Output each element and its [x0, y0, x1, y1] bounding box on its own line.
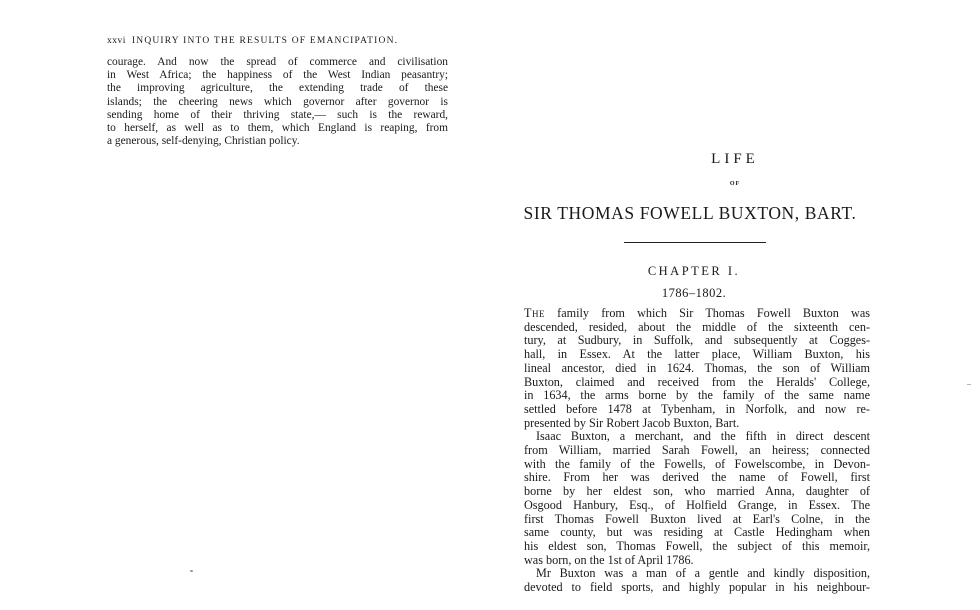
text-line: same county, but was residing at Castle Hedingham when — [524, 525, 870, 540]
text-line: to herself, as well as to them, which England is reaping, from — [107, 122, 448, 135]
text-line-first — [524, 307, 870, 321]
text-line: courage. And now the spread of commerce and civilisation — [107, 56, 448, 68]
running-head-title: INQUIRY INTO THE RESULTS OF EMANCIPATION. — [131, 36, 399, 46]
text-line: Mr Buxton was a man of a gentle and kindly disposition, — [536, 566, 870, 581]
page-number: xxvi — [107, 36, 126, 46]
text-line: in West Africa; the happiness of the West Indian peasantry; — [107, 69, 448, 82]
title-rule — [624, 242, 766, 243]
text-line: a generous, self-denying, Christian policy. — [107, 135, 300, 148]
page-edge-mark — [967, 384, 971, 385]
opening-word: The — [524, 306, 545, 320]
chapter-body-text — [524, 307, 870, 595]
text-line: devoted to field sports, and highly popular in his neighbour- — [524, 580, 870, 595]
life-title: LIFE — [711, 151, 759, 167]
text-line: Buxton, claimed and received from the Heralds' College, — [524, 374, 870, 389]
text-line: in 1634, the arms borne by the family of the same name — [524, 388, 870, 403]
text-line: lineal ancestor, died in 1624. Thomas, the son of William — [524, 360, 870, 375]
text-line: Osgood Hanbury, Esq., of Holfield Grange, in Essex. The — [524, 497, 870, 512]
text-line: presented by Sir Robert Jacob Buxton, Bart. — [524, 415, 740, 430]
paper-speck — [190, 570, 193, 572]
text-line: shire. From her was derived the name of Fowell, first — [524, 470, 870, 485]
of-word: OF — [729, 181, 741, 187]
text-line: Isaac Buxton, a merchant, and the fifth in direct descent — [536, 429, 870, 444]
text-line: the improving agriculture, the extending trade of these — [107, 82, 448, 95]
text-line: settled before 1478 at Tybenham, in Norfolk, and now re- — [524, 401, 870, 416]
text-line: his eldest son, Thomas Fowell, the subject of this memoir, — [524, 538, 870, 553]
book-title: SIR THOMAS FOWELL BUXTON, BART. — [523, 203, 857, 223]
first-line-rest: family from which Sir Thomas Fowell Buxton was — [544, 306, 870, 320]
text-line: tury, at Sudbury, in Suffolk, and subsequently at Cogges- — [524, 333, 870, 348]
text-line: with the family of the Fowells, of Fowelscombe, in Devon- — [524, 456, 870, 471]
running-head — [107, 36, 398, 46]
text-line: hall, in Essex. At the latter place, William Buxton, his — [524, 347, 870, 362]
text-line: descended, resided, about the middle of the sixteenth cen- — [524, 319, 870, 334]
text-line: borne by her eldest son, who married Anna, daughter of — [524, 484, 870, 499]
chapter-years: 1786–1802. — [661, 286, 727, 300]
text-line: sending home of their thriving state,— such is the reward, — [107, 108, 448, 121]
text-line: was born, on the 1st of April 1786. — [524, 552, 694, 567]
text-line: first Thomas Fowell Buxton lived at Earl's Colne, in the — [524, 511, 870, 526]
text-line: islands; the cheering news which governor after governor is — [107, 95, 448, 108]
text-line: from William, married Sarah Fowell, an heiress; connected — [524, 443, 870, 458]
left-page-text — [107, 56, 448, 148]
chapter-heading: CHAPTER I. — [647, 264, 741, 278]
